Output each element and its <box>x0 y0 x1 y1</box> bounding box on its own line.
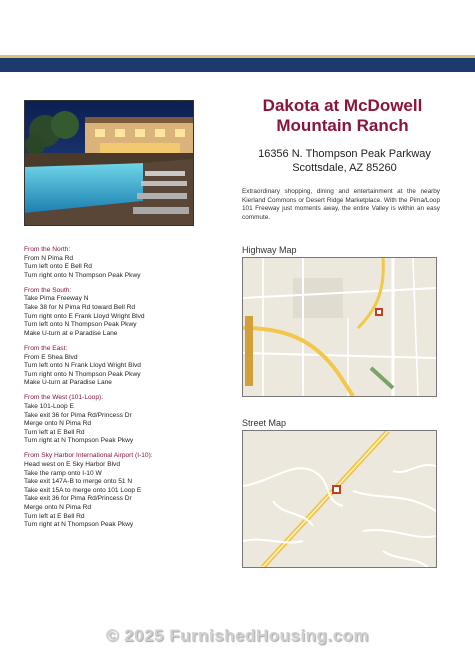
address-city: Scottsdale, AZ 85260 <box>292 162 397 174</box>
directions-step: Take exit 147A-B to merge onto 51 N <box>24 478 133 486</box>
directions-step: Take exit 36 for Pima Rd/Princess Dr <box>24 411 132 419</box>
directions-step: Take 38 for N Pima Rd toward Bell Rd <box>24 304 136 312</box>
directions-step: Head west on E Sky Harbor Blvd <box>24 461 121 469</box>
directions-heading: From Sky Harbor International Airport (I-10): <box>24 452 153 460</box>
directions-step: Turn right onto N Thompson Peak Pkwy <box>24 271 141 279</box>
pool-photo <box>24 100 194 226</box>
street-map[interactable] <box>242 430 437 568</box>
directions-step: From N Pima Rd <box>24 254 74 262</box>
property-description: Extraordinary shopping, dining and entertainment at the nearby Kierland Commons or Desert Ridge Marketplace. With the Pima/Loop 101 Freeway just moments away, the entire Valley is within an easy commute. <box>242 188 440 221</box>
directions-step: Turn right at N Thompson Peak Pkwy <box>24 437 134 445</box>
directions-step: Turn right onto E Frank Lloyd Wright Blvd <box>24 312 145 320</box>
property-address <box>232 147 457 175</box>
directions-heading: From the South: <box>24 286 72 294</box>
directions-heading: From the West (101-Loop): <box>24 394 104 402</box>
directions-step: Take 101-Loop E <box>24 403 74 410</box>
highway-map-label: Highway Map <box>242 245 297 255</box>
directions-step: Turn right at N Thompson Peak Pkwy <box>24 521 134 529</box>
directions-step: Make U-turn at e Paradise Lane <box>24 329 118 337</box>
directions-step: Turn left onto N Frank Lloyd Wright Blvd <box>24 362 141 370</box>
directions-step: Turn left onto N Thompson Peak Pkwy <box>24 321 137 329</box>
directions-step: Turn right onto N Thompson Peak Pkwy <box>24 370 141 378</box>
property-title-line2: Mountain Ranch <box>276 116 409 135</box>
street-map-label: Street Map <box>242 418 287 428</box>
directions-step: Take exit 36 for Pima Rd/Princess Dr <box>24 495 132 503</box>
directions-step: Take Pima Freeway N <box>24 295 89 303</box>
directions-step: Merge onto N Pima Rd <box>24 504 92 512</box>
directions-step: Turn left at E Bell Rd <box>24 512 85 520</box>
directions-step: From E Shea Blvd <box>24 353 78 361</box>
address-street: 16356 N. Thompson Peak Parkway <box>258 148 431 160</box>
directions-step: Turn left onto E Bell Rd <box>24 263 92 271</box>
directions-step: Take the ramp onto I-10 W <box>24 469 102 477</box>
watermark: © 2025 FurnishedHousing.com <box>105 626 370 645</box>
property-title-line1: Dakota at McDowell <box>262 96 423 115</box>
directions-step: Merge onto N Pima Rd <box>24 420 92 428</box>
driving-directions <box>24 246 224 530</box>
directions-step: Make U-turn at Paradise Lane <box>24 379 112 387</box>
property-title <box>230 96 455 136</box>
directions-step: Take exit 15A to merge onto 101 Loop E <box>24 486 142 494</box>
directions-step: Turn left at E Bell Rd <box>24 428 85 436</box>
header-band <box>0 58 475 72</box>
directions-heading: From the North: <box>24 246 71 253</box>
directions-heading: From the East: <box>24 344 68 352</box>
highway-map[interactable] <box>242 257 437 397</box>
